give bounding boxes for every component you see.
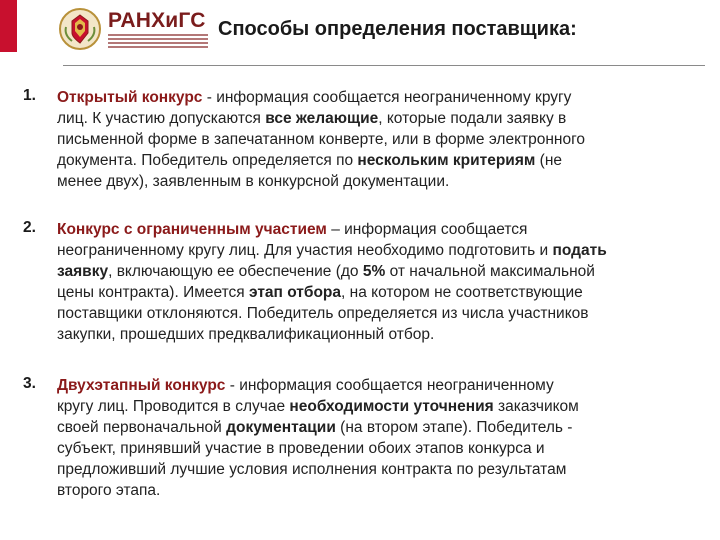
text-line bbox=[57, 438, 697, 459]
text-line bbox=[57, 150, 697, 171]
text-run: , на котором не соответствующие bbox=[341, 284, 583, 301]
text-line bbox=[57, 87, 697, 108]
text-run: менее двух), заявленным в конкурсной документации. bbox=[57, 173, 450, 190]
text-run: цены контракта). Имеется bbox=[57, 284, 249, 301]
item-number: 3. bbox=[23, 375, 36, 392]
bold-phrase: этап отбора bbox=[248, 284, 342, 301]
text-run: второго этапа. bbox=[57, 482, 161, 499]
method-name: Двухэтапный конкурс bbox=[57, 377, 226, 394]
method-name: Конкурс с ограниченным участием bbox=[57, 221, 327, 238]
text-run: , которые подали заявку в bbox=[378, 110, 567, 127]
text-line bbox=[57, 261, 697, 282]
text-run: - информация сообщается неограниченному кругу bbox=[202, 89, 572, 106]
text-run: поставщики отклоняются. Победитель определяется из числа участников bbox=[57, 305, 589, 322]
text-line bbox=[57, 219, 697, 240]
item-number: 2. bbox=[23, 219, 36, 236]
text-run: закупки, прошедших предквалификационный отбор. bbox=[57, 326, 435, 343]
item-text bbox=[57, 219, 697, 345]
item-text bbox=[57, 375, 697, 501]
text-run: - информация сообщается неограниченному bbox=[225, 377, 554, 394]
text-line bbox=[57, 324, 697, 345]
page-title: Способы определения поставщика: bbox=[218, 18, 577, 40]
text-run: своей первоначальной bbox=[57, 419, 227, 436]
text-run: , включающую ее обеспечение (до bbox=[108, 263, 363, 280]
bold-phrase: все желающие bbox=[265, 110, 379, 127]
red-accent-bar bbox=[0, 0, 17, 52]
bold-phrase: подать bbox=[552, 242, 607, 259]
text-run: неограниченному кругу лиц. Для участия необходимо подготовить и bbox=[57, 242, 553, 259]
item-number: 1. bbox=[23, 87, 36, 104]
logo-subtitle-lines bbox=[108, 34, 208, 48]
text-line bbox=[57, 282, 697, 303]
text-line bbox=[57, 129, 697, 150]
text-line bbox=[57, 480, 697, 501]
text-line bbox=[57, 375, 697, 396]
text-run: заказчиком bbox=[493, 398, 579, 415]
text-run: субъект, принявший участие в проведении обоих этапов конкурса и bbox=[57, 440, 545, 457]
logo-name: РАНХиГС bbox=[108, 9, 206, 32]
text-line bbox=[57, 396, 697, 417]
text-run: предложивший лучшие условия исполнения контракта по результатам bbox=[57, 461, 567, 478]
bold-phrase: документации bbox=[226, 419, 336, 436]
text-run: письменной форме в запечатанном конверте, или в форме электронного bbox=[57, 131, 586, 148]
bold-phrase: необходимости уточнения bbox=[289, 398, 494, 415]
bold-phrase: заявку bbox=[57, 263, 109, 280]
text-run: от начальной максимальной bbox=[385, 263, 595, 280]
ranepa-logo bbox=[58, 6, 208, 52]
text-line bbox=[57, 240, 697, 261]
emblem-icon bbox=[58, 7, 102, 51]
method-name: Открытый конкурс bbox=[57, 89, 203, 106]
bold-phrase: 5% bbox=[362, 263, 386, 280]
text-line bbox=[57, 108, 697, 129]
text-line bbox=[57, 171, 697, 192]
text-line bbox=[57, 417, 697, 438]
text-run: – информация сообщается bbox=[326, 221, 528, 238]
text-run: лиц. К участию допускаются bbox=[57, 110, 266, 127]
bold-phrase: нескольким критериям bbox=[357, 152, 536, 169]
text-line bbox=[57, 459, 697, 480]
item-text bbox=[57, 87, 697, 192]
text-line bbox=[57, 303, 697, 324]
text-run: (на втором этапе). Победитель - bbox=[335, 419, 573, 436]
text-run: (не bbox=[535, 152, 563, 169]
text-run: кругу лиц. Проводится в случае bbox=[57, 398, 290, 415]
text-run: документа. Победитель определяется по bbox=[57, 152, 358, 169]
title-divider bbox=[63, 65, 705, 66]
